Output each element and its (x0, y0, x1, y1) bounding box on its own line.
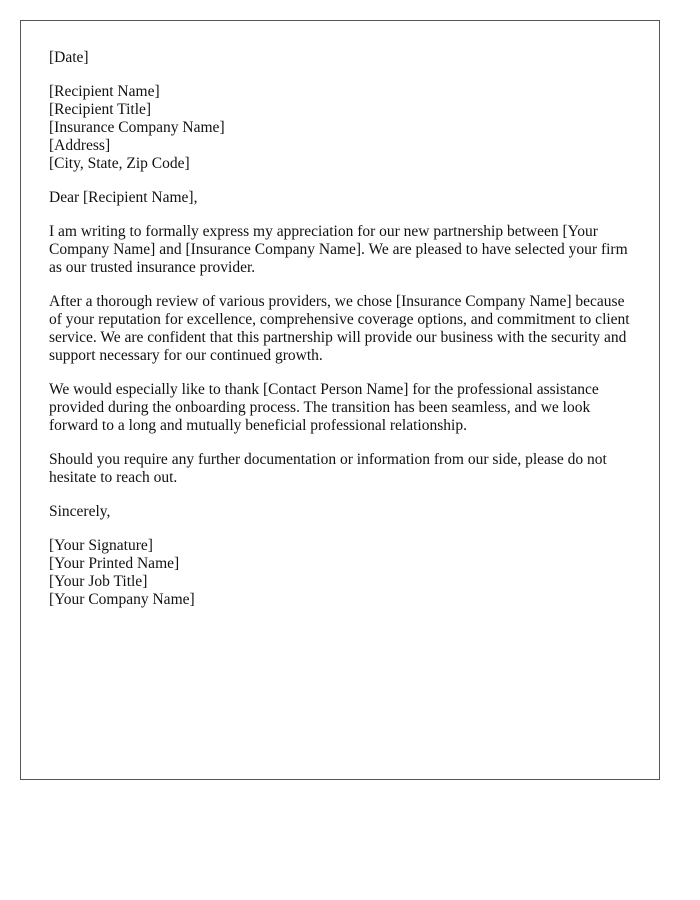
body-paragraph-4: Should you require any further documentation or information from our side, please do not hesitate to reach out. (49, 451, 607, 486)
body-paragraph-1: I am writing to formally express my appreciation for our new partnership between [Your Company Name] and [Insurance Company Name]. We are pleased to have selected your firm as our trusted insurance provider. (49, 223, 628, 276)
printed-name: [Your Printed Name] (49, 555, 180, 572)
recipient-address: [Address] (49, 137, 111, 154)
letter-date: [Date] (49, 49, 89, 66)
closing-block (49, 503, 631, 521)
salutation-block (49, 189, 631, 207)
recipient-address-block (49, 83, 631, 173)
body-paragraph-3: We would especially like to thank [Contact Person Name] for the professional assistance provided during the onboarding process. The transition has been seamless, and we look forward to a long and mutually beneficial professional relationship. (49, 381, 599, 434)
job-title: [Your Job Title] (49, 573, 148, 590)
closing: Sincerely, (49, 503, 111, 520)
date-block (49, 49, 631, 67)
recipient-name: [Recipient Name] (49, 83, 160, 100)
sender-company: [Your Company Name] (49, 591, 195, 608)
recipient-city-state-zip: [City, State, Zip Code] (49, 155, 190, 172)
salutation: Dear [Recipient Name], (49, 189, 198, 206)
signature-line: [Your Signature] (49, 537, 153, 554)
recipient-company: [Insurance Company Name] (49, 119, 225, 136)
body-paragraph-2: After a thorough review of various providers, we chose [Insurance Company Name] because of your reputation for excellence, comprehensive coverage options, and commitment to client service. We are confident that this partnership will provide our business with the security and support necessary for our continued growth. (49, 293, 630, 364)
letter-page (20, 20, 660, 780)
signature-block (49, 537, 631, 609)
recipient-title: [Recipient Title] (49, 101, 152, 118)
